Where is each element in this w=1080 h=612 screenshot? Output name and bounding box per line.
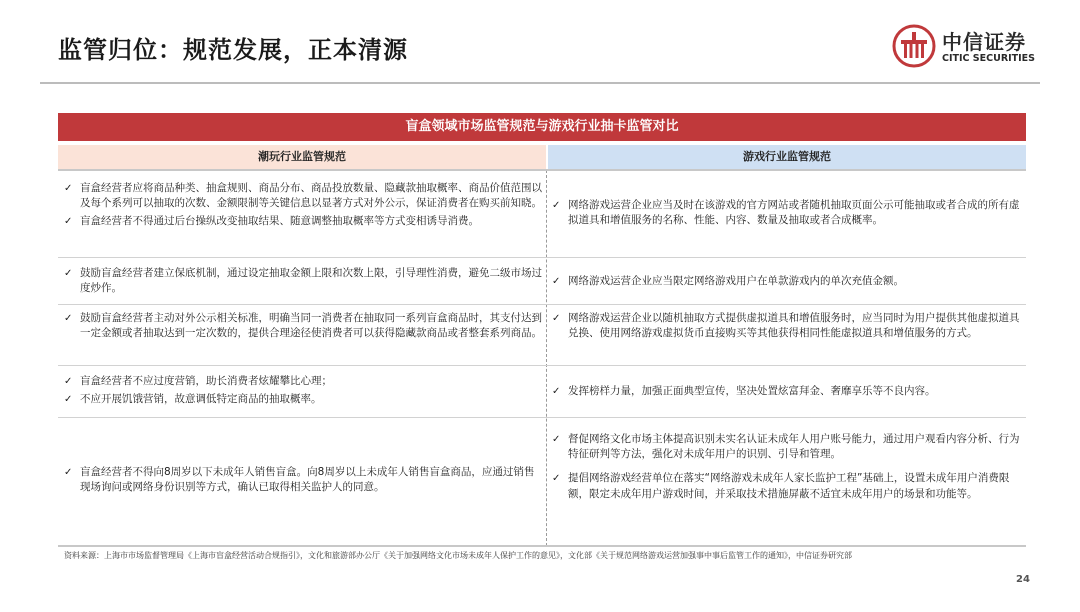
source-note: 资料来源：上海市市场监督管理局《上海市盲盒经营活动合规指引》，文化和旅游部办公厅《关于加强网络文化市场未成年人保护工作的意见》，文化部《关于规范网络游戏运营加强事中事后监管工作的通知》，中信证券研究部 — [64, 551, 852, 560]
row-divider — [58, 365, 1026, 366]
logo-english-name: CITIC SECURITIES — [942, 53, 1036, 64]
column-header-game: 游戏行业监管规范 — [548, 145, 1026, 169]
check-icon: ✓ — [64, 394, 73, 406]
table-row-2-right — [552, 274, 1022, 289]
list-item: ✓ 网络游戏运营企业以随机抽取方式提供虚拟道具和增值服务时，应当同时为用户提供其他虚拟道具兑换、使用网络游戏虚拟货币直接购买等其他获得相同性能虚拟道具和增值服务的方式。 — [552, 312, 1020, 340]
list-item: ✓ 提倡网络游戏经营单位在落实“网络游戏未成年人家长监护工程”基础上，设置未成年用户消费限额，限定未成年用户游戏时间，并采取技术措施屏蔽不适宜未成年用户的场景和功能等。 — [552, 472, 1010, 500]
table-row-3-right — [552, 311, 1022, 341]
list-item: ✓ 盲盒经营者应将商品种类、抽盒规则、商品分布、商品投放数量、隐藏款抽取概率、商品价值范围以及每个系列可以抽取的次数、金额限制等关键信息以显著方式对外公示，保证消费者在购买前知晓。 — [64, 182, 542, 210]
list-item: ✓ 网络游戏运营企业应当限定网络游戏用户在单款游戏内的单次充值金额。 — [552, 274, 1022, 289]
table-row-2-left — [64, 266, 542, 296]
table-row-5-right — [552, 432, 1022, 502]
table-row-4-left — [64, 374, 542, 407]
list-item: ✓ 盲盒经营者不得通过后台操纵改变抽取结果、随意调整抽取概率等方式变相诱导消费。 — [64, 214, 542, 229]
row-divider — [58, 257, 1026, 258]
title-divider — [40, 82, 1040, 84]
list-item: ✓ 网络游戏运营企业应当及时在该游戏的官方网站或者随机抽取页面公示可能抽取或者合成的所有虚拟道具和增值服务的名称、性能、内容、数量及抽取或者合成概率。 — [552, 199, 1020, 227]
list-item: ✓ 不应开展饥饿营销，故意调低特定商品的抽取概率。 — [64, 392, 542, 407]
table-row-5-left — [64, 465, 542, 495]
table-row-4-right — [552, 384, 1022, 399]
check-icon: ✓ — [552, 313, 561, 324]
column-header-toy: 潮玩行业监管规范 — [58, 145, 546, 169]
header-divider — [58, 169, 1026, 171]
check-icon: ✓ — [64, 467, 73, 478]
column-divider — [546, 170, 547, 546]
check-icon: ✓ — [552, 386, 561, 397]
citic-logo — [892, 24, 1042, 72]
check-icon: ✓ — [64, 216, 73, 228]
page-number: 24 — [1016, 574, 1030, 585]
citic-emblem-icon — [892, 24, 936, 68]
table-bottom-rule — [58, 545, 1026, 547]
row-divider — [58, 304, 1026, 305]
check-icon: ✓ — [64, 313, 73, 324]
table-title: 盲盒领域市场监管规范与游戏行业抽卡监管对比 — [58, 113, 1026, 141]
page-title: 监管归位：规范发展，正本清源 — [58, 36, 408, 64]
table-row-3-left — [64, 311, 542, 341]
check-icon: ✓ — [64, 268, 73, 279]
list-item: ✓ 鼓励盲盒经营者主动对外公示相关标准，明确当同一消费者在抽取同一系列盲盒商品时，其支付达到一定金额或者抽取达到一定次数的，提供合理途径使消费者可以获得隐藏款商品或者整套系列商品。 — [64, 312, 542, 340]
list-item: ✓ 督促网络文化市场主体提高识别未实名认证未成年人用户账号能力，通过用户观看内容分析、行为特征研判等方法，强化对未成年用户的识别、引导和管理。 — [552, 433, 1020, 461]
table-row-1-left — [64, 181, 542, 230]
list-item: ✓ 发挥榜样力量，加强正面典型宣传，坚决处置炫富拜金、奢靡享乐等不良内容。 — [552, 384, 1022, 399]
check-icon: ✓ — [552, 434, 561, 445]
check-icon: ✓ — [552, 276, 561, 287]
table-row-1-right — [552, 198, 1022, 228]
list-item: ✓ 盲盒经营者不得向8周岁以下未成年人销售盲盒。向8周岁以上未成年人销售盲盒商品，应通过销售现场询问或网络身份识别等方式，确认已取得相关监护人的同意。 — [64, 466, 535, 494]
logo-chinese-name: 中信证券 — [942, 30, 1026, 54]
list-item: ✓ 盲盒经营者不应过度营销，助长消费者炫耀攀比心理； — [64, 374, 542, 389]
check-icon: ✓ — [64, 183, 73, 194]
check-icon: ✓ — [552, 473, 561, 485]
check-icon: ✓ — [64, 376, 73, 387]
row-divider — [58, 417, 1026, 418]
list-item: ✓ 鼓励盲盒经营者建立保底机制，通过设定抽取金额上限和次数上限，引导理性消费，避免二级市场过度炒作。 — [64, 267, 542, 295]
check-icon: ✓ — [552, 200, 561, 211]
